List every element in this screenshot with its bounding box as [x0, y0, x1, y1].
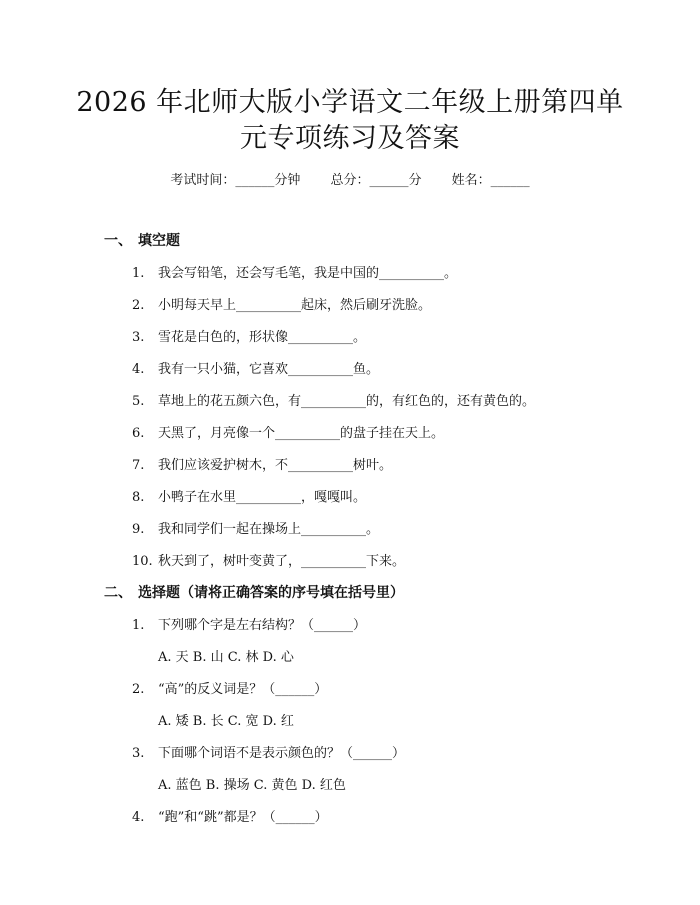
fill-item-text: 雪花是白色的，形状像__________。	[158, 330, 367, 345]
fill-item-text: 我和同学们一起在操场上__________。	[158, 522, 380, 537]
section-1-number: 一、	[104, 233, 132, 249]
fill-item-4: 4. 我有一只小猫，它喜欢__________鱼。	[132, 362, 380, 377]
fill-item-text: 小鸭子在水里__________，嘎嘎叫。	[158, 490, 367, 505]
fill-item-text: 天黑了，月亮像一个__________的盘子挂在天上。	[158, 426, 445, 441]
choice-item-3: 3. 下面哪个词语不是表示颜色的？（______）	[132, 746, 406, 761]
total-score: 总分：______分	[330, 173, 422, 188]
section-1-title: 填空题	[138, 233, 180, 249]
fill-item-10: 10. 秋天到了，树叶变黄了，__________下来。	[132, 554, 406, 569]
choice-question: “跑”和“跳”都是？（______）	[158, 810, 328, 825]
page-title-line-1: 2026 年北师大版小学语文二年级上册第四单	[76, 87, 624, 118]
section-1-heading	[104, 230, 180, 250]
fill-item-6: 6. 天黑了，月亮像一个__________的盘子挂在天上。	[132, 426, 445, 441]
page-title-line-2: 元专项练习及答案	[240, 123, 460, 154]
section-2-title: 选择题（请将正确答案的序号填在括号里）	[138, 585, 404, 601]
choice-question: 下面哪个词语不是表示颜色的？（______）	[158, 746, 406, 761]
fill-item-2: 2. 小明每天早上__________起床，然后刷牙洗脸。	[132, 298, 432, 313]
fill-item-text: 秋天到了，树叶变黄了，__________下来。	[158, 554, 406, 569]
student-name: 姓名：______	[451, 173, 530, 188]
fill-item-9: 9. 我和同学们一起在操场上__________。	[132, 522, 380, 537]
section-2-number: 二、	[104, 585, 132, 601]
choice-options-2: A. 矮 B. 长 C. 宽 D. 红	[158, 714, 294, 729]
fill-item-3: 3. 雪花是白色的，形状像__________。	[132, 330, 367, 345]
choice-item-1: 1. 下列哪个字是左右结构？（______）	[132, 618, 367, 633]
choice-question: 下列哪个字是左右结构？（______）	[158, 618, 367, 633]
exam-meta	[0, 169, 700, 188]
fill-item-5: 5. 草地上的花五颜六色，有__________的，有红色的，还有黄色的。	[132, 394, 536, 409]
fill-item-text: 我会写铅笔，还会写毛笔，我是中国的__________。	[158, 266, 458, 281]
fill-item-7: 7. 我们应该爱护树木，不__________树叶。	[132, 458, 393, 473]
choice-question: “高”的反义词是？（______）	[158, 682, 328, 697]
choice-item-2: 2. “高”的反义词是？（______）	[132, 682, 328, 697]
section-2-heading	[104, 582, 404, 602]
choice-item-4: 4. “跑”和“跳”都是？（______）	[132, 810, 328, 825]
fill-item-1: 1. 我会写铅笔，还会写毛笔，我是中国的__________。	[132, 266, 458, 281]
exam-time: 考试时间：______分钟	[170, 173, 301, 188]
fill-item-8: 8. 小鸭子在水里__________，嘎嘎叫。	[132, 490, 367, 505]
fill-item-text: 草地上的花五颜六色，有__________的，有红色的，还有黄色的。	[158, 394, 536, 409]
choice-options-3: A. 蓝色 B. 操场 C. 黄色 D. 红色	[158, 778, 346, 793]
fill-item-text: 小明每天早上__________起床，然后刷牙洗脸。	[158, 298, 432, 313]
choice-options-1: A. 天 B. 山 C. 林 D. 心	[158, 650, 294, 665]
fill-item-text: 我有一只小猫，它喜欢__________鱼。	[158, 362, 380, 377]
fill-item-text: 我们应该爱护树木，不__________树叶。	[158, 458, 393, 473]
